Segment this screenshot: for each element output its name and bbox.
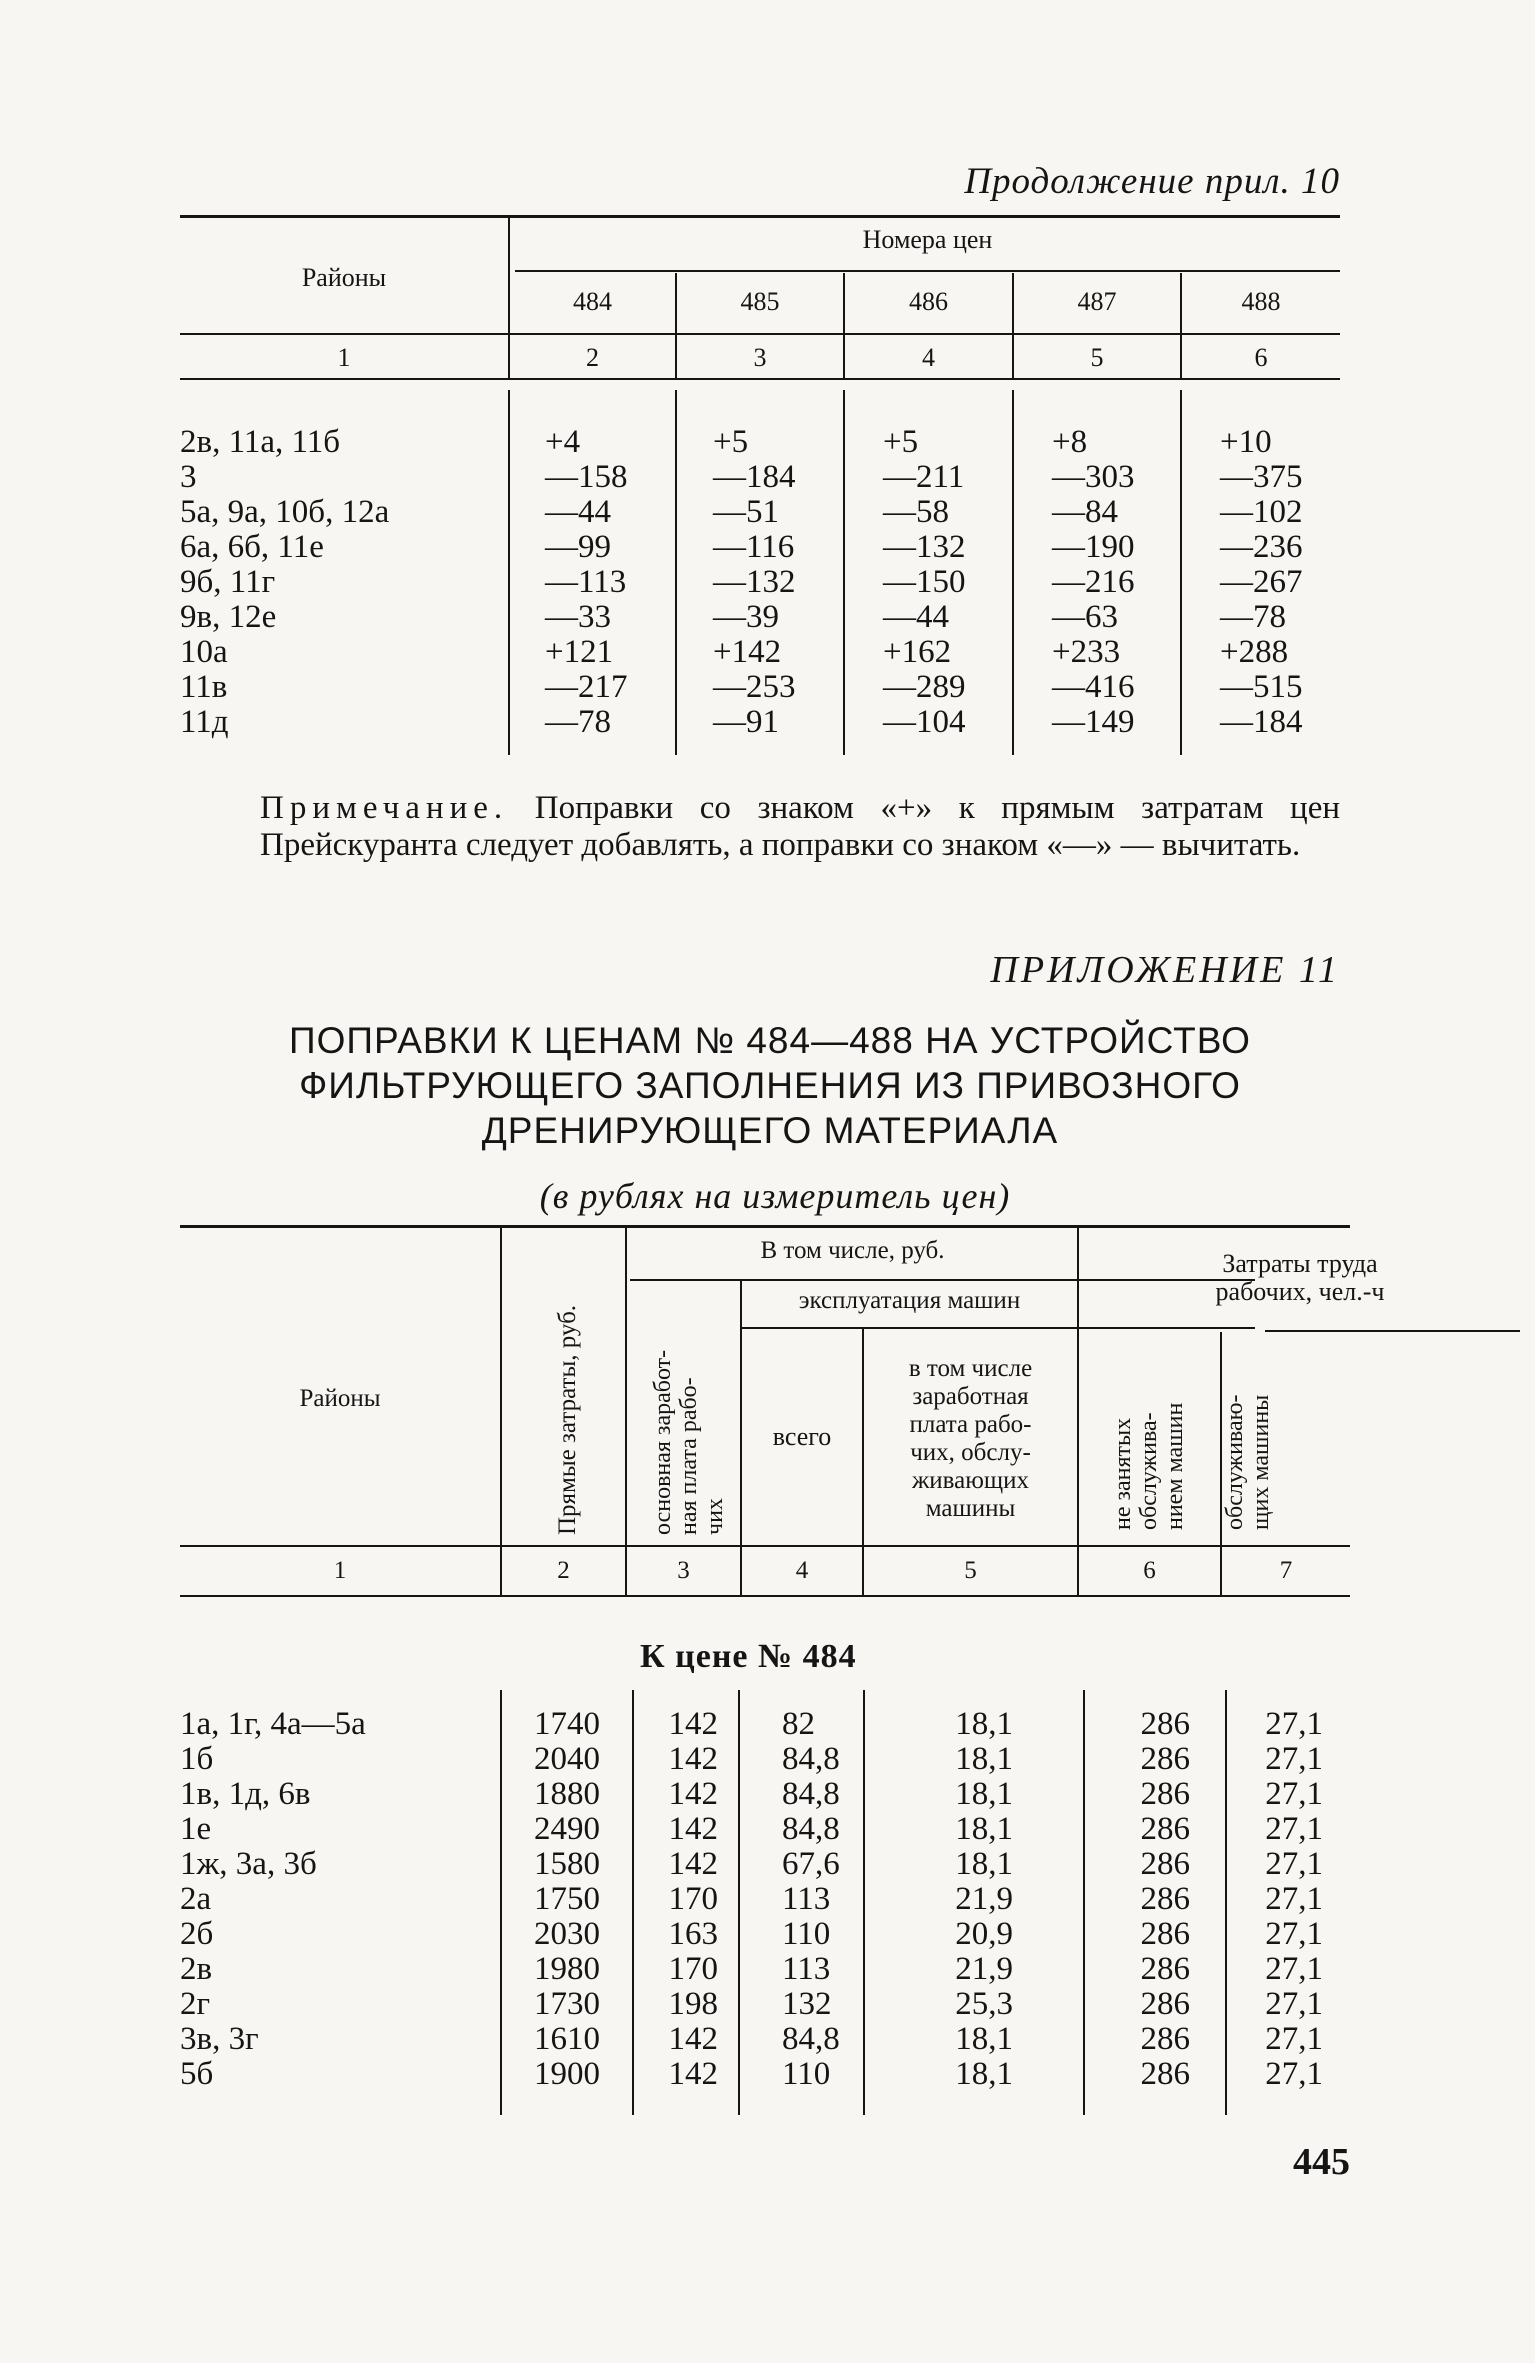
row-region: 11д bbox=[180, 704, 229, 740]
cell: —289 bbox=[883, 669, 966, 705]
cell: +5 bbox=[713, 424, 749, 460]
column-number: 2 bbox=[557, 1557, 570, 1584]
header-line: в том числе bbox=[908, 1355, 1033, 1382]
title-line: ПОПРАВКИ К ЦЕНАМ № 484—488 НА УСТРОЙСТВО bbox=[289, 1020, 1251, 1061]
column-number: 3 bbox=[677, 1557, 690, 1584]
col-divider bbox=[1180, 390, 1182, 755]
header-line: нием машин bbox=[1162, 1402, 1188, 1530]
column-number: 5 bbox=[964, 1557, 977, 1584]
title-line: ФИЛЬТРУЮЩЕГО ЗАПОЛНЕНИЯ ИЗ ПРИВОЗНОГО bbox=[299, 1065, 1241, 1106]
column-number: 6 bbox=[1254, 343, 1268, 372]
col-484-values bbox=[545, 425, 628, 740]
header-price-numbers: Номера цен bbox=[862, 225, 993, 254]
cell: —33 bbox=[545, 599, 611, 635]
cell: 142 bbox=[668, 2021, 718, 2057]
column-number: 3 bbox=[753, 343, 767, 372]
cell: 25,3 bbox=[955, 1986, 1013, 2022]
cell: 18,1 bbox=[955, 2021, 1013, 2057]
cell: 27,1 bbox=[1265, 1986, 1323, 2022]
cell: 286 bbox=[1140, 2056, 1190, 2092]
cell: —91 bbox=[713, 704, 779, 740]
row-region: 1б bbox=[180, 1741, 214, 1777]
cell: 21,9 bbox=[955, 1881, 1013, 1917]
header-line: не занятых bbox=[1110, 1417, 1136, 1530]
cell: —39 bbox=[713, 599, 779, 635]
col-divider bbox=[843, 390, 845, 755]
col-divider bbox=[625, 1225, 627, 1597]
cell: 27,1 bbox=[1265, 1811, 1323, 1847]
header-line: обслуживаю- bbox=[1222, 1394, 1248, 1530]
cell: —158 bbox=[545, 459, 628, 495]
cell: 27,1 bbox=[1265, 1951, 1323, 1987]
cell: 18,1 bbox=[955, 1811, 1013, 1847]
cell: —102 bbox=[1220, 494, 1303, 530]
cell: 142 bbox=[668, 2056, 718, 2092]
header-line: рабочих, чел.-ч bbox=[1215, 1277, 1385, 1306]
header-line: машины bbox=[925, 1495, 1016, 1522]
cell: 84,8 bbox=[782, 2021, 840, 2057]
cell: —78 bbox=[545, 704, 611, 740]
cell: 18,1 bbox=[955, 1776, 1013, 1812]
col-divider bbox=[500, 1690, 502, 2115]
cell: —211 bbox=[883, 459, 965, 495]
col-divider bbox=[675, 390, 677, 755]
header-labor bbox=[1080, 1250, 1520, 1306]
cell: —51 bbox=[713, 494, 779, 530]
header-rule bbox=[180, 1545, 1350, 1547]
cell: 21,9 bbox=[955, 1951, 1013, 1987]
t2-col-machines-total bbox=[782, 1707, 840, 2092]
note-label: Примечание. bbox=[260, 790, 509, 826]
header-line: основная заработ- bbox=[650, 1349, 676, 1535]
cell: 110 bbox=[782, 2056, 831, 2092]
t2-col-machine-wage bbox=[935, 1707, 1013, 2092]
cell: 1730 bbox=[534, 1986, 600, 2022]
column-number: 1 bbox=[333, 1557, 347, 1584]
cell: 142 bbox=[668, 1811, 718, 1847]
header-base-wage bbox=[650, 1350, 728, 1535]
units-subtitle: (в рублях на измеритель цен) bbox=[539, 1176, 1011, 1216]
cell: 18,1 bbox=[955, 1706, 1013, 1742]
cell: +288 bbox=[1220, 634, 1289, 670]
header-line: чих bbox=[702, 1498, 728, 1535]
cell: 132 bbox=[782, 1986, 832, 2022]
cell: —236 bbox=[1220, 529, 1303, 565]
cell: 27,1 bbox=[1265, 1741, 1323, 1777]
table-note bbox=[260, 790, 1340, 864]
cell: —132 bbox=[883, 529, 966, 565]
cell: —113 bbox=[545, 564, 627, 600]
cell: —190 bbox=[1052, 529, 1135, 565]
col-488-values bbox=[1220, 425, 1303, 740]
cell: —416 bbox=[1052, 669, 1135, 705]
cell: 286 bbox=[1140, 1706, 1190, 1742]
cell: 1750 bbox=[534, 1881, 600, 1917]
column-number: 4 bbox=[795, 1557, 809, 1584]
cell: —515 bbox=[1220, 669, 1303, 705]
header-line: Затраты труда bbox=[1222, 1249, 1378, 1278]
colnum-rule bbox=[180, 1595, 1350, 1597]
col-divider bbox=[738, 1690, 740, 2115]
cell: 2490 bbox=[534, 1811, 600, 1847]
col-divider bbox=[1225, 1690, 1227, 2115]
cell: 84,8 bbox=[782, 1776, 840, 1812]
row-region: 1а, 1г, 4а—5а bbox=[180, 1706, 366, 1742]
cell: 286 bbox=[1140, 1811, 1190, 1847]
cell: +4 bbox=[545, 424, 581, 460]
cell: —104 bbox=[883, 704, 966, 740]
column-number: 1 bbox=[337, 343, 351, 372]
page-number: 445 bbox=[1293, 2141, 1350, 2183]
header-line: щих машины bbox=[1248, 1394, 1274, 1530]
row-region: 9б, 11г bbox=[180, 564, 276, 600]
cell: 84,8 bbox=[782, 1811, 840, 1847]
column-number: 7 bbox=[1279, 1557, 1293, 1584]
group-rule-machines bbox=[740, 1327, 1255, 1329]
cell: —99 bbox=[545, 529, 611, 565]
col-divider bbox=[1012, 390, 1014, 755]
row-region: 2б bbox=[180, 1916, 214, 1952]
appendix-label: ПРИЛОЖЕНИЕ 11 bbox=[990, 949, 1340, 991]
cell: 2030 bbox=[534, 1916, 600, 1952]
column-number: 6 bbox=[1143, 1557, 1156, 1584]
cell: 27,1 bbox=[1265, 1706, 1323, 1742]
cell: 286 bbox=[1140, 2021, 1190, 2057]
cell: 286 bbox=[1140, 1986, 1190, 2022]
cell: 2040 bbox=[534, 1741, 600, 1777]
row-region: 2в, 11а, 11б bbox=[180, 424, 341, 460]
t2-col-serving-machines bbox=[1255, 1707, 1323, 2092]
cell: —44 bbox=[545, 494, 611, 530]
col-divider bbox=[1077, 1225, 1079, 1597]
cell: 286 bbox=[1140, 1741, 1190, 1777]
price-number: 484 bbox=[573, 287, 612, 316]
col-divider bbox=[500, 1225, 502, 1597]
note-text: Поправки со знаком «+» к прямым затратам цен Прейскуранта следует добавлять, а поправки со знаком «—» — вычитать. bbox=[260, 790, 1340, 863]
cell: 18,1 bbox=[955, 1846, 1013, 1882]
header-including: В том числе, руб. bbox=[760, 1237, 945, 1264]
header-line: заработная bbox=[912, 1383, 1029, 1410]
t2-col-base-wage bbox=[650, 1707, 718, 2092]
title-line: ДРЕНИРУЮЩЕГО МАТЕРИАЛА bbox=[481, 1110, 1059, 1151]
cell: —84 bbox=[1052, 494, 1118, 530]
cell: 1980 bbox=[534, 1951, 600, 1987]
col-divider bbox=[508, 390, 510, 755]
header-not-machines bbox=[1110, 1403, 1188, 1530]
header-line: обслужива- bbox=[1136, 1412, 1162, 1530]
cell: 1900 bbox=[534, 2056, 600, 2092]
cell: —303 bbox=[1052, 459, 1135, 495]
cell: 67,6 bbox=[782, 1846, 840, 1882]
cell: +8 bbox=[1052, 424, 1088, 460]
cell: 1610 bbox=[534, 2021, 600, 2057]
header-regions: Районы bbox=[299, 1385, 381, 1412]
row-region: 10а bbox=[180, 634, 228, 670]
price-section-title: К цене № 484 bbox=[640, 1638, 857, 1675]
header-line: живающих bbox=[911, 1467, 1030, 1494]
cell: +10 bbox=[1220, 424, 1272, 460]
cell: 27,1 bbox=[1265, 1776, 1323, 1812]
cell: 1740 bbox=[534, 1706, 600, 1742]
col-485-values bbox=[713, 425, 796, 740]
header-direct-costs: Прямые затраты, руб. bbox=[554, 1304, 581, 1535]
header-regions: Районы bbox=[301, 263, 387, 292]
cell: 27,1 bbox=[1265, 2021, 1323, 2057]
row-region: 1в, 1д, 6в bbox=[180, 1776, 311, 1812]
t2-col-not-machines bbox=[1130, 1707, 1190, 2092]
row-region: 11в bbox=[180, 669, 228, 705]
row-region: 3 bbox=[180, 459, 197, 495]
header-line: чих, обслу- bbox=[910, 1439, 1031, 1466]
cell: 84,8 bbox=[782, 1741, 840, 1777]
cell: 286 bbox=[1140, 1881, 1190, 1917]
cell: 27,1 bbox=[1265, 1846, 1323, 1882]
cell: —150 bbox=[883, 564, 966, 600]
row-region: 2г bbox=[180, 1986, 211, 2022]
column-number: 4 bbox=[922, 343, 935, 372]
column-number: 5 bbox=[1090, 343, 1104, 372]
cell: 20,9 bbox=[955, 1916, 1013, 1952]
cell: +5 bbox=[883, 424, 919, 460]
cell: 110 bbox=[782, 1916, 831, 1952]
cell: —184 bbox=[713, 459, 796, 495]
cell: 163 bbox=[668, 1916, 718, 1952]
header-serving-machines bbox=[1222, 1394, 1274, 1530]
cell: —217 bbox=[545, 669, 628, 705]
cell: —58 bbox=[883, 494, 949, 530]
cell: 286 bbox=[1140, 1776, 1190, 1812]
col-divider bbox=[632, 1690, 634, 2115]
cell: —116 bbox=[713, 529, 795, 565]
cell: 27,1 bbox=[1265, 1916, 1323, 1952]
cell: —253 bbox=[713, 669, 796, 705]
table-top-rule bbox=[180, 215, 1340, 218]
cell: 198 bbox=[668, 1986, 718, 2022]
section-title bbox=[200, 1018, 1340, 1153]
cell: —216 bbox=[1052, 564, 1135, 600]
column-number: 2 bbox=[586, 343, 599, 372]
header-rule bbox=[180, 333, 1340, 335]
cell: +162 bbox=[883, 634, 952, 670]
group-rule-labor bbox=[1265, 1330, 1520, 1332]
cell: 170 bbox=[668, 1951, 718, 1987]
col-divider bbox=[1083, 1690, 1085, 2115]
cell: 286 bbox=[1140, 1846, 1190, 1882]
row-region: 3в, 3г bbox=[180, 2021, 259, 2057]
cell: —184 bbox=[1220, 704, 1303, 740]
header-machine-wage bbox=[864, 1355, 1077, 1523]
cell: 1880 bbox=[534, 1776, 600, 1812]
col-divider bbox=[863, 1690, 865, 2115]
row-region: 5а, 9а, 10б, 12а bbox=[180, 494, 390, 530]
running-head: Продолжение прил. 10 bbox=[964, 161, 1340, 202]
cell: 142 bbox=[668, 1741, 718, 1777]
cell: 82 bbox=[782, 1706, 815, 1742]
cell: 27,1 bbox=[1265, 2056, 1323, 2092]
row-region: 2а bbox=[180, 1881, 212, 1917]
table-top-rule bbox=[180, 1225, 1350, 1228]
row-region: 1ж, 3а, 3б bbox=[180, 1846, 317, 1882]
price-number: 487 bbox=[1077, 287, 1117, 316]
header-total: всего bbox=[772, 1422, 832, 1451]
colnum-rule bbox=[180, 378, 1340, 380]
cell: —78 bbox=[1220, 599, 1286, 635]
col-486-values bbox=[883, 425, 966, 740]
cell: 286 bbox=[1140, 1916, 1190, 1952]
row-region: 1е bbox=[180, 1811, 212, 1847]
t2-col-direct-costs bbox=[510, 1707, 600, 2092]
price-number: 486 bbox=[909, 287, 948, 316]
group-rule bbox=[515, 270, 1340, 272]
cell: 113 bbox=[782, 1951, 831, 1987]
cell: —132 bbox=[713, 564, 796, 600]
header-line: ная плата рабо- bbox=[676, 1377, 702, 1535]
cell: —149 bbox=[1052, 704, 1135, 740]
cell: +142 bbox=[713, 634, 782, 670]
cell: 170 bbox=[668, 1881, 718, 1917]
cell: 18,1 bbox=[955, 2056, 1013, 2092]
header-machines: эксплуатация машин bbox=[798, 1287, 1021, 1314]
cell: —375 bbox=[1220, 459, 1303, 495]
table-corrections-appendix-10 bbox=[180, 215, 1340, 760]
row-region: 6а, 6б, 11е bbox=[180, 529, 324, 565]
cell: —44 bbox=[883, 599, 949, 635]
cell: 142 bbox=[668, 1706, 718, 1742]
region-labels bbox=[180, 425, 389, 740]
cell: 286 bbox=[1140, 1951, 1190, 1987]
cell: 142 bbox=[668, 1846, 718, 1882]
price-number: 488 bbox=[1241, 287, 1281, 316]
price-number: 485 bbox=[740, 287, 780, 316]
cell: 113 bbox=[782, 1881, 831, 1917]
cell: 18,1 bbox=[955, 1741, 1013, 1777]
t2-region-labels bbox=[180, 1707, 366, 2092]
row-region: 2в bbox=[180, 1951, 213, 1987]
col-487-values bbox=[1052, 425, 1135, 740]
cell: 142 bbox=[668, 1776, 718, 1812]
row-region: 5б bbox=[180, 2056, 214, 2092]
cell: +233 bbox=[1052, 634, 1121, 670]
header-line: плата рабо- bbox=[909, 1411, 1032, 1438]
cell: 27,1 bbox=[1265, 1881, 1323, 1917]
cell: +121 bbox=[545, 634, 614, 670]
row-region: 9в, 12е bbox=[180, 599, 277, 635]
cell: —63 bbox=[1052, 599, 1118, 635]
cell: 1580 bbox=[534, 1846, 600, 1882]
cell: —267 bbox=[1220, 564, 1303, 600]
